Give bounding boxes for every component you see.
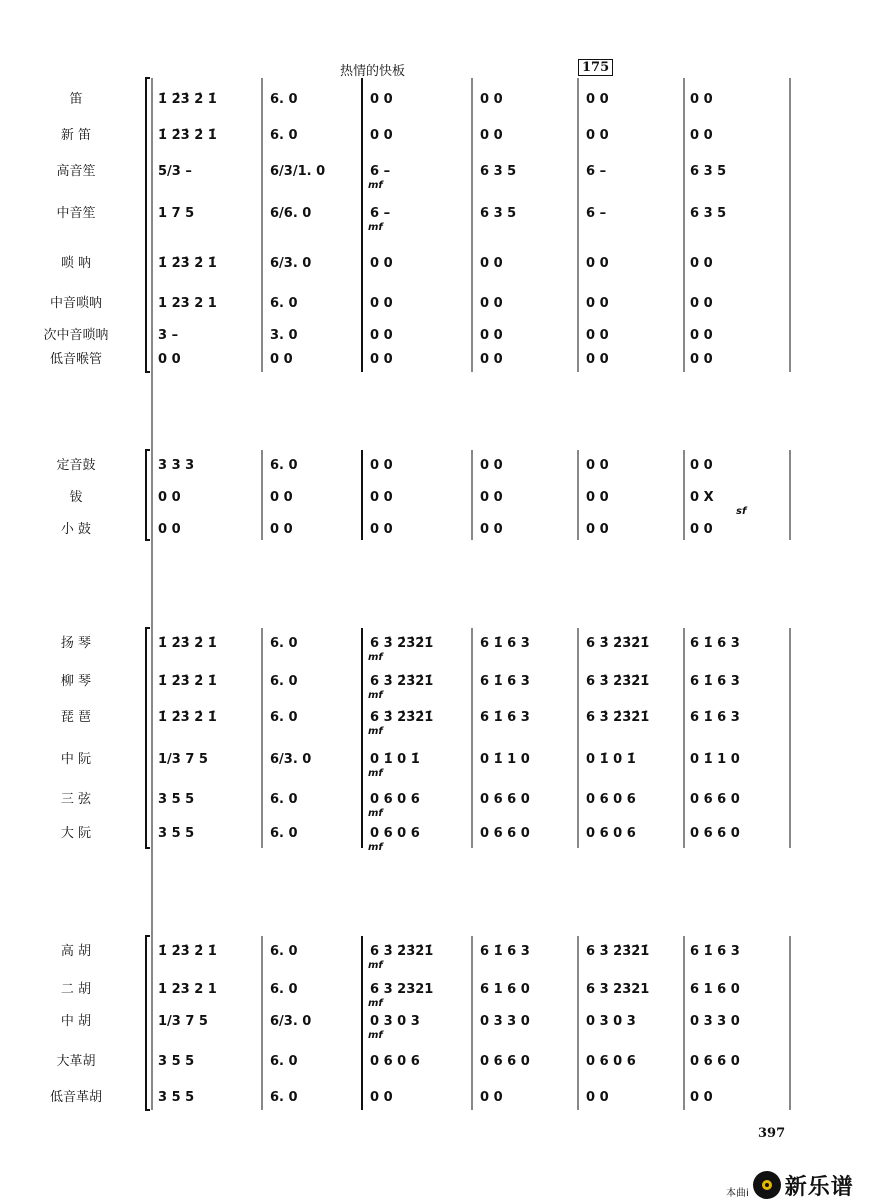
group-bracket (146, 628, 150, 848)
measure-cell: 0 0 (480, 128, 503, 143)
dynamic-marking: mf (368, 726, 383, 737)
measure-cell: 0 0 (586, 522, 609, 537)
measure-cell: 0 0 (480, 458, 503, 473)
measure-cell: 6 – (370, 206, 391, 221)
instrument-name-percussion-2: 小 鼓 (60, 522, 92, 537)
measure-cell: 6/3. 0 (270, 1014, 312, 1029)
watermark (726, 1168, 854, 1202)
dynamic-marking: mf (368, 690, 383, 701)
measure-cell: 0 0 (158, 490, 181, 505)
instrument-name-bowed-2: 中 胡 (60, 1014, 92, 1029)
measure-cell: 6 3̇ 2̇3̇2̇1̇ (586, 710, 650, 725)
measure-cell: 0 6 6 0 (480, 792, 530, 807)
measure-cell: 6. 0 (270, 674, 298, 689)
measure-cell: 0 6 0 6 (370, 1054, 420, 1069)
group-bracket (146, 78, 150, 372)
measure-cell: 6. 0 (270, 710, 298, 725)
measure-cell: 0 0 (586, 1090, 609, 1105)
measure-cell: 6. 0 (270, 1054, 298, 1069)
measure-cell: 1/3 7 5 (158, 752, 208, 767)
record-logo-icon (753, 1171, 781, 1199)
measure-cell: 0 0 (480, 256, 503, 271)
measure-cell: 0 3 3 0 (480, 1014, 530, 1029)
instrument-name-plucked-4: 三 弦 (60, 792, 92, 807)
measure-cell: 6. 0 (270, 296, 298, 311)
measure-cell: 0 1̇ 0 1̇ (370, 752, 420, 767)
measure-cell: 0 0 (370, 296, 393, 311)
instrument-name-plucked-5: 大 阮 (60, 826, 92, 841)
measure-cell: 6/3/1. 0 (270, 164, 326, 179)
measure-cell: 0 0 (370, 522, 393, 537)
measure-cell: 0 0 (370, 490, 393, 505)
measure-cell: 0 6 0 6 (586, 792, 636, 807)
measure-cell: 6 – (370, 164, 391, 179)
measure-cell: 0 0 (370, 128, 393, 143)
measure-cell: 6 – (586, 206, 607, 221)
measure-cell: 6. 0 (270, 1090, 298, 1105)
measure-cell: 0 1̇ 1 0 (480, 752, 530, 767)
measure-cell: 6 1̇ 6 3 (690, 710, 740, 725)
measure-cell: 0 0 (270, 522, 293, 537)
measure-cell: 6 1̇ 6 3 (480, 944, 530, 959)
instrument-name-plucked-2: 琵 琶 (60, 710, 92, 725)
measure-cell: 1̇ 2̇3̇ 2̇ 1̇ (158, 674, 217, 689)
measure-cell: 0 0 (480, 352, 503, 367)
dynamic-marking: mf (368, 652, 383, 663)
measure-cell: 6. 0 (270, 792, 298, 807)
measure-cell: 3 – (158, 328, 179, 343)
measure-cell: 3 3 3 (158, 458, 195, 473)
measure-cell: 1̇ 2̇3̇ 2̇ 1̇ (158, 944, 217, 959)
instrument-name-plucked-0: 扬 琴 (60, 636, 92, 651)
dynamic-marking: sf (736, 506, 747, 517)
measure-cell: 0 0 (586, 458, 609, 473)
measure-cell: 0 0 (690, 92, 713, 107)
measure-cell: 0 3 3 0 (690, 1014, 740, 1029)
measure-cell: 0 0 (480, 490, 503, 505)
measure-cell: 0 6 6 0 (690, 826, 740, 841)
measure-cell: 0 0 (690, 256, 713, 271)
rehearsal-mark: 175 (578, 59, 613, 76)
measure-cell: 6 3̇ 2̇3̇2̇1̇ (370, 944, 434, 959)
measure-cell: 0 0 (370, 458, 393, 473)
measure-cell: 0 0 (690, 296, 713, 311)
measure-cell: 6. 0 (270, 826, 298, 841)
measure-cell: 0 0 (370, 92, 393, 107)
measure-cell: 5/3 – (158, 164, 192, 179)
group-bracket (146, 450, 150, 540)
measure-cell: 0 0 (480, 522, 503, 537)
watermark-brand: 新乐谱 (784, 1174, 854, 1200)
measure-cell: 6 3 5 (480, 164, 517, 179)
measure-cell: 0 0 (690, 352, 713, 367)
measure-cell: 6 1 6 0 (480, 982, 530, 997)
measure-cell: 1/3 7 5 (158, 1014, 208, 1029)
measure-cell: 6 3 5 (690, 206, 727, 221)
measure-cell: 0 0 (690, 522, 713, 537)
dynamic-marking: mf (368, 1030, 383, 1041)
measure-cell: 0 6 0 6 (370, 792, 420, 807)
dynamic-marking: mf (368, 808, 383, 819)
dynamic-marking: mf (368, 998, 383, 1009)
measure-cell: 0 6 6 0 (690, 792, 740, 807)
measure-cell: 0 1̇ 1 0 (690, 752, 740, 767)
measure-cell: 6 3 2321 (370, 982, 434, 997)
measure-cell: 0 0 (480, 92, 503, 107)
instrument-name-winds-1: 新 笛 (60, 128, 92, 143)
measure-cell: 6. 0 (270, 128, 298, 143)
measure-cell: 0 0 (370, 1090, 393, 1105)
measure-cell: 0 0 (586, 296, 609, 311)
instrument-name-plucked-3: 中 阮 (60, 752, 92, 767)
measure-cell: 6 3 2321 (586, 982, 650, 997)
measure-cell: 3 5 5 (158, 792, 195, 807)
instrument-name-plucked-1: 柳 琴 (60, 674, 92, 689)
instrument-name-winds-4: 唢 呐 (60, 256, 92, 271)
measure-cell: 1 7 5 (158, 206, 195, 221)
dynamic-marking: mf (368, 768, 383, 779)
measure-cell: 1̇ 2̇3̇ 2̇ 1̇ (158, 636, 217, 651)
measure-cell: 0 6 0 6 (586, 1054, 636, 1069)
measure-cell: 6 3 5 (690, 164, 727, 179)
measure-cell: 6. 0 (270, 458, 298, 473)
instrument-name-winds-2: 高音笙 (56, 164, 96, 179)
measure-cell: 0 0 (370, 352, 393, 367)
measure-cell: 6 3̇ 2̇3̇2̇1̇ (370, 710, 434, 725)
measure-cell: 0 6 0 6 (370, 826, 420, 841)
instrument-name-percussion-0: 定音鼓 (56, 458, 96, 473)
measure-cell: 0 0 (690, 1090, 713, 1105)
measure-cell: 1̇ 2̇3̇ 2̇ 1̇ (158, 128, 217, 143)
instrument-name-bowed-4: 低音革胡 (49, 1090, 102, 1105)
measure-cell: 0 6 0 6 (586, 826, 636, 841)
measure-cell: 0 0 (586, 490, 609, 505)
measure-cell: 0 0 (690, 128, 713, 143)
measure-cell: 0 0 (158, 352, 181, 367)
measure-cell: 6. 0 (270, 92, 298, 107)
measure-cell: 0 0 (690, 328, 713, 343)
measure-cell: 0 0 (586, 92, 609, 107)
instrument-name-winds-6: 次中音唢呐 (43, 328, 109, 343)
measure-cell: 0 0 (270, 352, 293, 367)
measure-cell: 6/6. 0 (270, 206, 312, 221)
measure-cell: 0 0 (586, 328, 609, 343)
instrument-name-winds-3: 中音笙 (56, 206, 96, 221)
measure-cell: 0 0 (480, 1090, 503, 1105)
measure-cell: 0 X (690, 490, 714, 505)
measure-cell: 0 6 6 0 (480, 826, 530, 841)
tempo-marking: 热情的快板 (340, 64, 406, 79)
instrument-name-bowed-3: 大革胡 (56, 1054, 96, 1069)
system-brackets (146, 78, 152, 1110)
measure-cell: 6 1̇ 6 3 (690, 944, 740, 959)
measure-cell: 3. 0 (270, 328, 298, 343)
measure-cell: 1 23 2 1 (158, 296, 217, 311)
dynamic-marking: mf (368, 842, 383, 853)
measure-cell: 0 0 (158, 522, 181, 537)
measure-cell: 0 3 0 3 (586, 1014, 636, 1029)
measure-cell: 6/3. 0 (270, 256, 312, 271)
measure-cell: 0 0 (586, 256, 609, 271)
measure-cell: 0 6 6 0 (480, 1054, 530, 1069)
instrument-name-winds-0: 笛 (69, 92, 83, 107)
measure-cell: 0 0 (370, 328, 393, 343)
measure-cell: 0 0 (480, 296, 503, 311)
measure-cell: 0 0 (480, 328, 503, 343)
page-number: 397 (758, 1126, 786, 1141)
measure-cell: 0 0 (690, 458, 713, 473)
measure-cell: 6 3̇ 2̇3̇2̇1̇ (586, 674, 650, 689)
measure-cell: 0 0 (370, 256, 393, 271)
measure-cell: 6 1̇ 6 3 (690, 674, 740, 689)
instrument-name-winds-7: 低音喉管 (49, 352, 102, 367)
measure-cell: 6 1̇ 6 3 (480, 710, 530, 725)
measure-cell: 6 1̇ 6 3 (480, 636, 530, 651)
instrument-name-percussion-1: 钹 (69, 490, 83, 505)
measure-cell: 6 1̇ 6 3 (480, 674, 530, 689)
measure-cell: 6 1̇ 6 3 (690, 636, 740, 651)
measure-cell: 0 3 0 3 (370, 1014, 420, 1029)
measure-cell: 1̇ 2̇3̇ 2̇ 1̇ (158, 256, 217, 271)
measure-cell: 6 – (586, 164, 607, 179)
instrument-name-winds-5: 中音唢呐 (49, 296, 102, 311)
measure-cell: 6 3 5 (480, 206, 517, 221)
instrument-name-bowed-1: 二 胡 (60, 982, 92, 997)
measure-cell: 0 6 6 0 (690, 1054, 740, 1069)
measure-cell: 6. 0 (270, 636, 298, 651)
measure-cell: 3 5 5 (158, 1054, 195, 1069)
dynamic-marking: mf (368, 222, 383, 233)
measure-cell: 6 1 6 0 (690, 982, 740, 997)
measure-cell: 6 3̇ 2̇3̇2̇1̇ (586, 944, 650, 959)
measure-cell: 1 23 2 1 (158, 982, 217, 997)
dynamic-marking: mf (368, 960, 383, 971)
measure-cell: 0 0 (586, 352, 609, 367)
measure-cell: 3 5 5 (158, 826, 195, 841)
group-bracket (146, 936, 150, 1110)
measure-cell: 3 5 5 (158, 1090, 195, 1105)
measure-cell: 6. 0 (270, 982, 298, 997)
measure-cell: 0 0 (270, 490, 293, 505)
measure-cell: 6 3̇ 2̇3̇2̇1̇ (586, 636, 650, 651)
watermark-prefix: 本曲i (726, 1187, 749, 1199)
measure-cell: 6. 0 (270, 944, 298, 959)
instrument-name-bowed-0: 高 胡 (60, 944, 92, 959)
measure-cell: 6/3. 0 (270, 752, 312, 767)
measure-cell: 1̇ 2̇3̇ 2̇ 1̇ (158, 710, 217, 725)
measure-cell: 6 3̇ 2̇3̇2̇1̇ (370, 674, 434, 689)
measure-cell: 6 3̇ 2̇3̇2̇1̇ (370, 636, 434, 651)
measure-cell: 0 0 (586, 128, 609, 143)
dynamic-marking: mf (368, 180, 383, 191)
measure-cell: 0 1̇ 0 1̇ (586, 752, 636, 767)
measure-cell: 1̇ 2̇3̇ 2̇ 1̇ (158, 92, 217, 107)
